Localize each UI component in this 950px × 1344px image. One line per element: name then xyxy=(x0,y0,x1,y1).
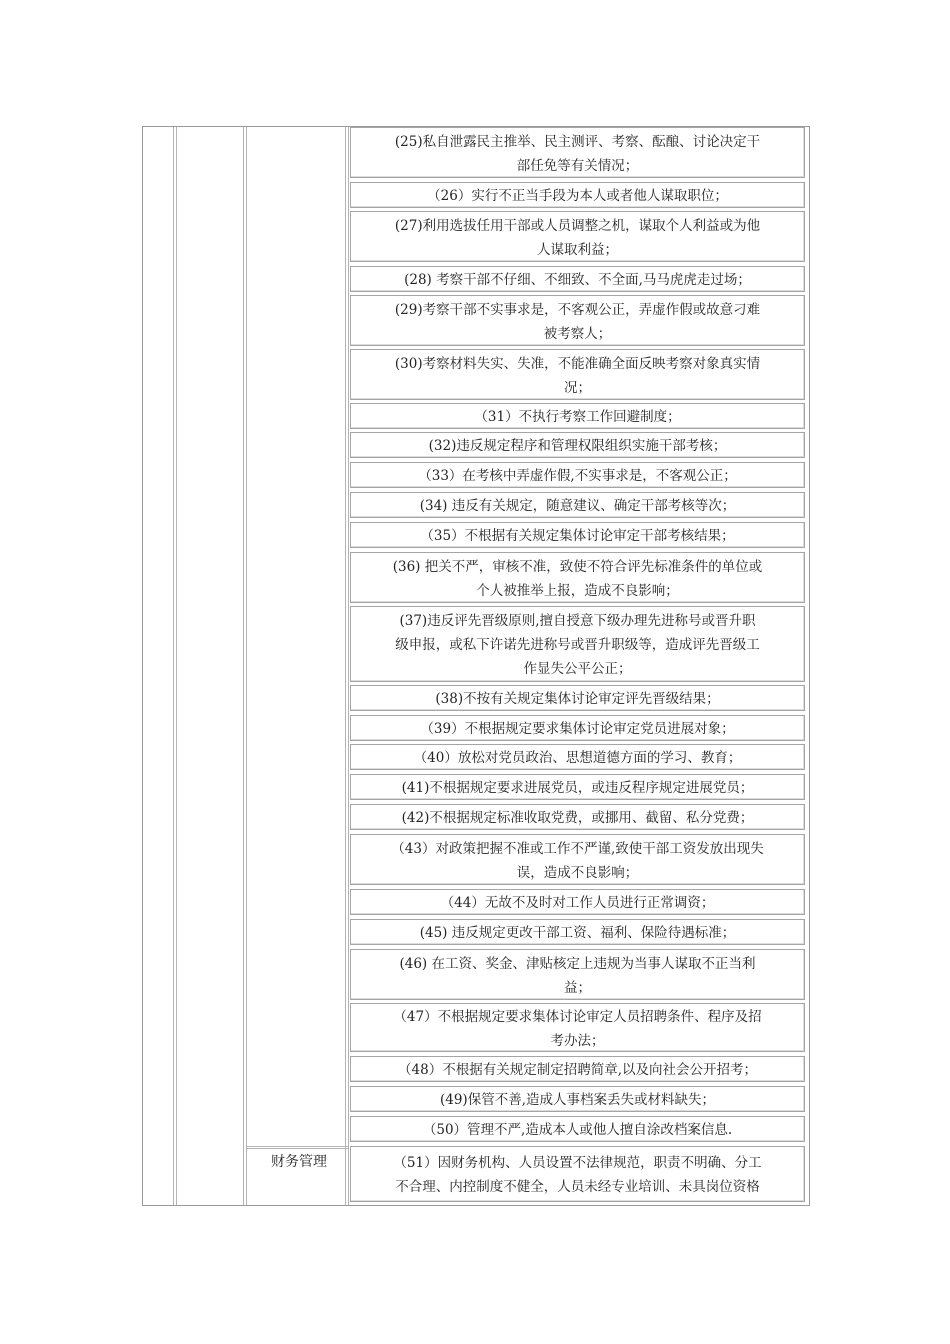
table-cell xyxy=(350,349,805,400)
cell-text-line: (38)不按有关规定集体讨论审定评先晋级结果； xyxy=(435,691,720,707)
cell-text-line: (49)保管不善,造成人事档案丢失或材料缺失； xyxy=(439,1092,715,1108)
cell-text-line: (41)不根据规定要求进展党员，或违反程序规定进展党员； xyxy=(401,780,754,796)
table-cell xyxy=(350,211,805,262)
cell-text-line: （31）不执行考察工作回避制度； xyxy=(474,409,681,425)
table-cell xyxy=(350,685,805,711)
cell-text-line: (42)不根据规定标准收取党费，或挪用、截留、私分党费； xyxy=(401,810,754,826)
cell-text-line: （47）不根据规定要求集体讨论审定人员招聘条件、程序及招 xyxy=(393,1009,762,1025)
cell-text-line: 考办法； xyxy=(550,1033,605,1049)
category-divider xyxy=(247,1146,349,1149)
table-cell xyxy=(350,1086,805,1112)
table-cell xyxy=(350,432,805,458)
cell-text-line: (46) 在工资、奖金、津贴核定上违规为当事人谋取不正当利 xyxy=(399,956,756,972)
table-cell xyxy=(350,522,805,548)
cell-text-line: (45) 违反规定更改干部工资、福利、保险待遇标准； xyxy=(419,925,736,941)
cell-text-line: （35）不根据有关规定集体讨论审定干部考核结果； xyxy=(420,528,735,544)
table-cell xyxy=(350,804,805,830)
cell-text-line: （26）实行不正当手段为本人或者他人谋取职位； xyxy=(427,188,728,204)
cell-text-line: (29)考察干部不实事求是，不客观公正，弄虚作假或故意刁难 xyxy=(394,302,761,318)
table-cell xyxy=(350,1116,805,1142)
table-cell xyxy=(350,492,805,518)
cell-text-line: （50）管理不严,造成本人或他人擅自涂改档案信息. xyxy=(422,1122,733,1138)
cell-text-line: （40）放松对党员政治、思想道德方面的学习、教育； xyxy=(413,750,742,766)
table-cell xyxy=(350,127,805,178)
cell-text-line: 个人被推举上报，造成不良影响； xyxy=(476,583,679,599)
table-cell xyxy=(350,403,805,429)
table-cell xyxy=(350,1003,805,1052)
table-cell xyxy=(350,744,805,770)
column-divider-2 xyxy=(243,127,247,1205)
table-cell xyxy=(350,949,805,1000)
cell-text-line: (36) 把关不严，审核不准，致使不符合评先标准条件的单位或 xyxy=(392,559,763,575)
table-cell xyxy=(350,606,805,682)
column-divider-3 xyxy=(345,127,349,1205)
cell-text-line: (27)利用选拔任用干部或人员调整之机，谋取个人利益或为他 xyxy=(394,218,761,234)
cell-text-line: (30)考察材料失实、失准，不能准确全面反映考察对象真实情 xyxy=(394,356,761,372)
cell-text-line: (28) 考察干部不仔细、不细致、不全面,马马虎虎走过场； xyxy=(404,272,751,288)
cell-text-line: 况； xyxy=(564,380,591,396)
table-cell xyxy=(350,919,805,945)
cell-text-line: （33）在考核中弄虚作假,不实事求是，不客观公正； xyxy=(418,468,737,484)
cell-text-line: 人谋取利益； xyxy=(537,242,618,258)
cell-text-line: 作显失公平公正； xyxy=(523,661,632,677)
cell-text-line: （44）无故不及时对工作人员进行正常调资； xyxy=(440,895,715,911)
cell-text-line: (32)违反规定程序和管理权限组织实施干部考核； xyxy=(428,438,727,454)
cell-text-line: （43）对政策把握不准或工作不严谨,致使干部工资发放出现失 xyxy=(391,841,764,857)
table-cell xyxy=(350,552,805,603)
cell-text-line: 益； xyxy=(564,980,591,996)
cell-text-line: (34) 违反有关规定，随意建议、确定干部考核等次； xyxy=(419,498,736,514)
table-cell xyxy=(350,774,805,800)
table-cell xyxy=(350,462,805,488)
cell-text-line: （48）不根据有关规定制定招聘简章,以及向社会公开招考； xyxy=(398,1062,757,1078)
cell-text-line: 被考察人； xyxy=(543,326,612,342)
table-cell xyxy=(350,1056,805,1082)
cell-text-line: 不合理、内控制度不健全，人员未经专业培训、未具岗位资格 xyxy=(395,1179,760,1195)
cell-text-line: （39）不根据规定要求集体讨论审定党员进展对象； xyxy=(420,721,735,737)
category-finance-label: 财务管理 xyxy=(271,1154,327,1170)
cell-text-line: (25)私自泄露民主推举、民主测评、考察、酝酿、讨论决定干 xyxy=(394,134,761,150)
table-cell xyxy=(350,889,805,915)
risk-table xyxy=(142,126,810,1206)
table-cell xyxy=(350,715,805,741)
cell-text-line: 误，造成不良影响； xyxy=(516,865,639,881)
cell-text-line: 部任免等有关情况； xyxy=(516,158,639,174)
column-divider-1 xyxy=(173,127,177,1205)
cell-text-line: 级申报，或私下许诺先进称号或晋升职级等，造成评先晋级工 xyxy=(395,637,760,653)
table-cell xyxy=(350,182,805,208)
table-cell xyxy=(350,295,805,346)
table-cell xyxy=(350,266,805,292)
cell-text-line: （51）因财务机构、人员设置不法律规范，职责不明确、分工 xyxy=(393,1155,762,1171)
cell-text-line: (37)违反评先晋级原则,擅自授意下级办理先进称号或晋升职 xyxy=(399,613,756,629)
table-cell xyxy=(350,1146,805,1202)
table-cell xyxy=(350,834,805,885)
